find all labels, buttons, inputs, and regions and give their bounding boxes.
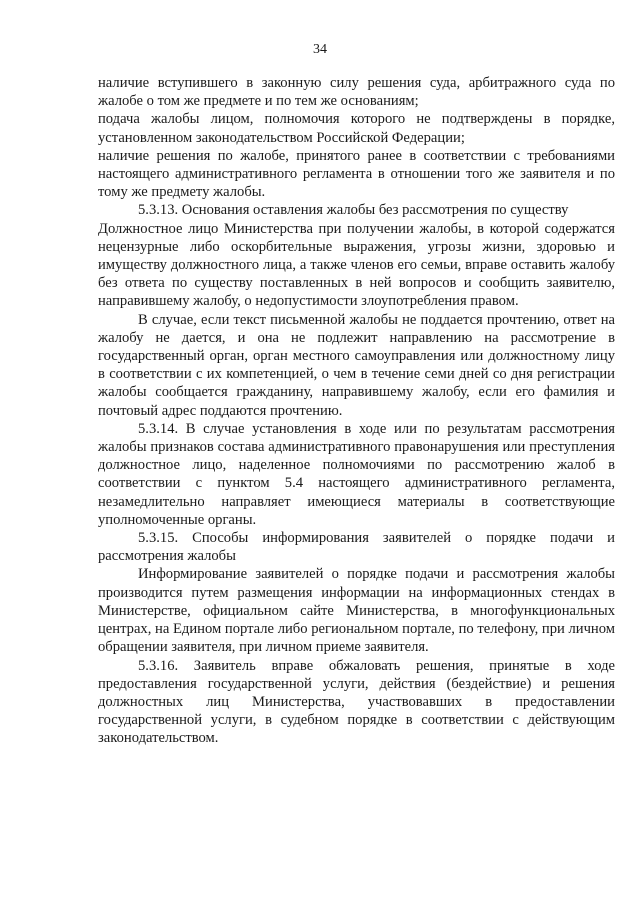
paragraph-prior-decision: наличие решения по жалобе, принятого ранее в соответствии с требованиями настоящего административного регламента в отношении того же заявителя и по тому же предмету жалобы. (98, 147, 615, 201)
section-heading-5-3-13: 5.3.13. Основания оставления жалобы без рассмотрения по существу (138, 202, 569, 219)
paragraph-offensive-content: Должностное лицо Министерства при получении жалобы, в которой содержатся нецензурные либо оскорбительные выражения, угрозы жизни, здоровью и имуществу должностного лица, а также членов его семьи, вправе оставить жалобу без ответа по существу поставленных в ней вопросов и сообщить заявителю, направившему жалобу, о недопустимости злоупотребления правом. (98, 220, 615, 310)
paragraph-informing: Информирование заявителей о порядке подачи и рассмотрения жалобы производится путем размещения информации на информационных стендах в Министерстве, официальном сайте Министерства, в многофункциональных центрах, на Едином портале либо региональном портале, по телефону, при личном обращении заявителя, при личном приеме заявителя. (98, 566, 615, 656)
page-number: 34 (313, 42, 327, 57)
paragraph-5-3-16: 5.3.16. Заявитель вправе обжаловать решения, принятые в ходе предоставления государственной услуги, действия (бездействие) и решения должностных лиц Министерства, участвовавших в предоставлении государственной услуги, в судебном порядке в соответствии с действующим законодательством. (98, 657, 615, 747)
paragraph-court-decision: наличие вступившего в законную силу решения суда, арбитражного суда по жалобе о том же предмете и по тем же основаниям; (98, 75, 615, 110)
paragraph-illegible-text: В случае, если текст письменной жалобы не поддается прочтению, ответ на жалобу не дается, и она не подлежит направлению на рассмотрение в государственный орган, орган местного самоуправления или должностному лицу в соответствии с их компетенцией, о чем в течение семи дней со дня регистрации жалобы сообщается гражданину, направившему жалобу, если его фамилия и почтовый адрес поддаются прочтению. (98, 311, 615, 419)
section-heading-5-3-15: 5.3.15. Способы информирования заявителей о порядке подачи и рассмотрения жалобы (98, 530, 615, 565)
paragraph-5-3-14: 5.3.14. В случае установления в ходе или по результатам рассмотрения жалобы признаков состава административного правонарушения или преступления должностное лицо, наделенное полномочиями по рассмотрению жалоб в соответствии с пунктом 5.4 настоящего административного регламента, незамедлительно направляет имеющиеся материалы в соответствующие уполномоченные органы. (98, 420, 615, 528)
document-body (98, 74, 615, 748)
paragraph-unconfirmed-authority: подача жалобы лицом, полномочия которого не подтверждены в порядке, установленном законодательством Российской Федерации; (98, 111, 615, 146)
